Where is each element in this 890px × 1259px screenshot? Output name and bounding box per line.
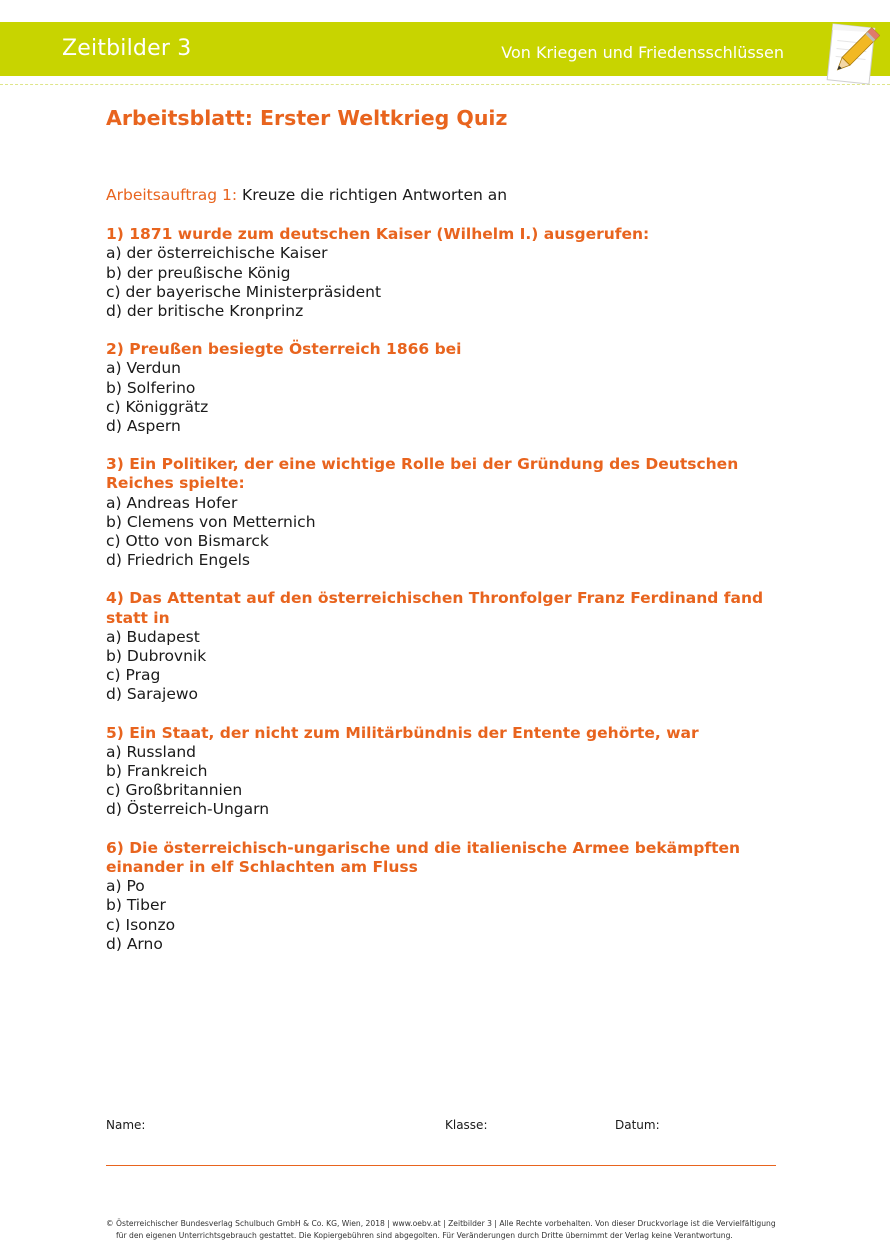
answer-option[interactable]: b) Tiber [106,896,166,915]
answer-option[interactable]: b) der preußische König [106,263,291,282]
name-label: Name: [106,1118,146,1132]
answer-option[interactable]: b) Dubrovnik [106,647,207,666]
header-divider [0,74,890,76]
answer-option[interactable]: a) Verdun [106,359,181,378]
answer-option[interactable]: a) Budapest [106,627,200,646]
task-text: Kreuze die richtigen Antworten an [237,186,508,204]
question-text: 4) Das Attentat auf den österreichischen Thronfolger Franz Ferdinand fand statt in [106,589,764,627]
question-4 [106,589,806,704]
question-3 [106,455,806,570]
date-label: Datum: [615,1118,660,1132]
answer-option[interactable]: c) Otto von Bismarck [106,532,269,551]
pencil-note-icon [822,18,880,90]
answer-option[interactable]: b) Solferino [106,378,196,397]
copyright-footer [106,1218,786,1241]
question-5 [106,724,806,820]
question-text: 1) 1871 wurde zum deutschen Kaiser (Wilhelm I.) ausgerufen: [106,225,650,244]
chapter-title: Von Kriegen und Friedensschlüssen [501,43,784,62]
answer-option[interactable]: a) Andreas Hofer [106,493,238,512]
answer-option[interactable]: c) der bayerische Ministerpräsident [106,282,382,301]
question-1 [106,225,806,321]
header-dashed-divider [0,84,890,85]
answer-option[interactable]: b) Clemens von Metternich [106,512,316,531]
class-label: Klasse: [445,1118,488,1132]
quiz-content [106,186,806,973]
answer-option[interactable]: d) Österreich-Ungarn [106,800,270,819]
answer-option[interactable]: d) Arno [106,934,163,953]
answer-option[interactable]: d) Friedrich Engels [106,551,250,570]
answer-option[interactable]: c) Königgrätz [106,397,209,416]
footer-line-1: © Österreichischer Bundesverlag Schulbuch GmbH & Co. KG, Wien, 2018 | www.oebv.at | Zeitbilder 3 | Alle Rechte vorbehalten. Von dieser Druckvorlage ist die Vervielfältigung [106,1219,776,1228]
footer-line-2: für den eigenen Unterrichtsgebrauch gestattet. Die Kopiergebühren sind abgegolten. Für Veränderungen durch Dritte übernimmt der Verlag keine Verantwortung. [116,1230,733,1240]
answer-option[interactable]: c) Isonzo [106,915,176,934]
question-text: 3) Ein Politiker, der eine wichtige Rolle bei der Gründung des Deutschen Reiches spielte: [106,455,739,493]
task-instruction [106,186,806,205]
task-label: Arbeitsauftrag 1: [106,186,238,204]
answer-option[interactable]: c) Großbritannien [106,781,243,800]
answer-option[interactable]: a) der österreichische Kaiser [106,244,328,263]
brand-title: Zeitbilder 3 [62,36,192,61]
answer-option[interactable]: c) Prag [106,666,161,685]
question-text: 2) Preußen besiegte Österreich 1866 bei [106,340,462,359]
page-title: Arbeitsblatt: Erster Weltkrieg Quiz [106,106,508,130]
signature-line [106,1165,776,1166]
answer-option[interactable]: a) Russland [106,742,196,761]
question-text: 6) Die österreichisch-ungarische und die italienische Armee bekämpften einander in elf Schlachten am Fluss [106,838,741,876]
signature-row [106,1118,776,1134]
answer-option[interactable]: d) Aspern [106,417,181,436]
question-text: 5) Ein Staat, der nicht zum Militärbündnis der Entente gehörte, war [106,723,699,742]
answer-option[interactable]: b) Frankreich [106,762,208,781]
question-2 [106,340,806,436]
question-6 [106,839,806,954]
answer-option[interactable]: a) Po [106,877,145,896]
answer-option[interactable]: d) Sarajewo [106,685,199,704]
answer-option[interactable]: d) der britische Kronprinz [106,302,304,321]
